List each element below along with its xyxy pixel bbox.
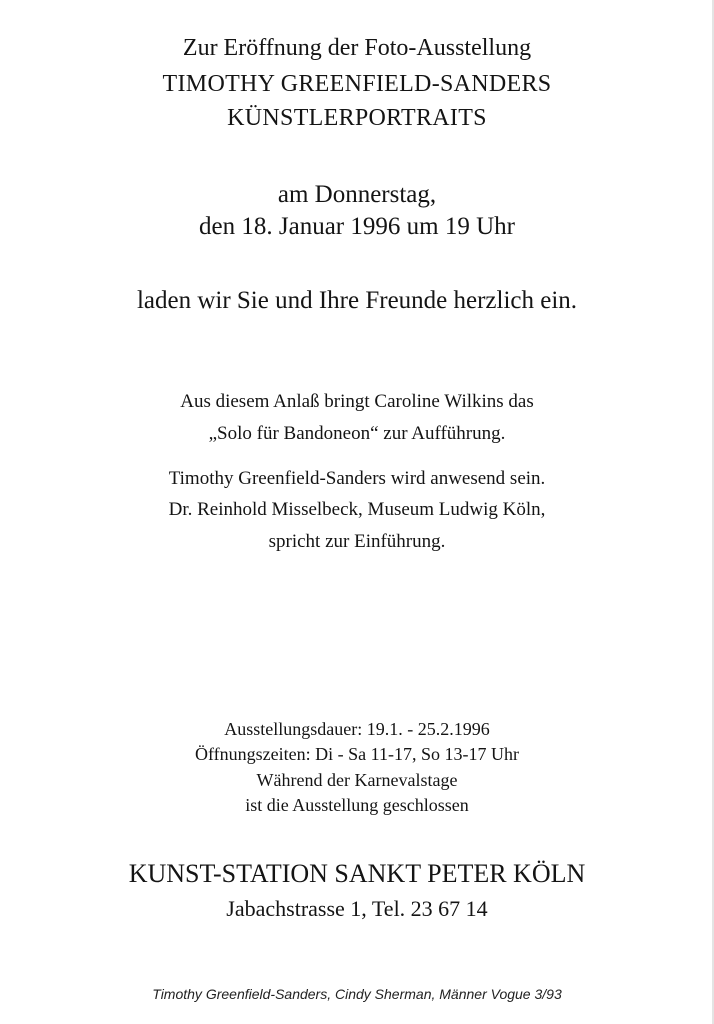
invitation-text: laden wir Sie und Ihre Freunde herzlich ein. [136, 287, 578, 314]
carnival-note-1: Während der Karnevalstage [256, 770, 458, 790]
opening-hours: Öffnungszeiten: Di - Sa 11-17, So 13-17 Uhr [195, 744, 519, 764]
program-line-5: spricht zur Einführung. [268, 531, 446, 552]
program-line-4: Dr. Reinhold Misselbeck, Museum Ludwig Köln, [168, 499, 546, 520]
program-line-3: Timothy Greenfield-Sanders wird anwesend sein. [168, 468, 546, 489]
carnival-note-2: ist die Ausstellung geschlossen [245, 795, 469, 815]
exhibition-duration: Ausstellungsdauer: 19.1. - 25.2.1996 [224, 719, 490, 739]
exhibition-title: KÜNSTLERPORTRAITS [227, 105, 487, 131]
photo-caption: Timothy Greenfield-Sanders, Cindy Sherman, Männer Vogue 3/93 [152, 986, 562, 1002]
event-datetime: den 18. Januar 1996 um 19 Uhr [199, 213, 515, 240]
venue-address: Jabachstrasse 1, Tel. 23 67 14 [226, 896, 488, 921]
opening-line: Zur Eröffnung der Foto-Ausstellung [182, 35, 532, 61]
event-day: am Donnerstag, [277, 181, 437, 208]
venue-name: KUNST-STATION SANKT PETER KÖLN [128, 859, 586, 888]
program-line-2: „Solo für Bandoneon“ zur Aufführung. [208, 423, 506, 444]
artist-name: TIMOTHY GREENFIELD-SANDERS [162, 71, 552, 97]
program-line-1: Aus diesem Anlaß bringt Caroline Wilkins das [180, 391, 534, 412]
